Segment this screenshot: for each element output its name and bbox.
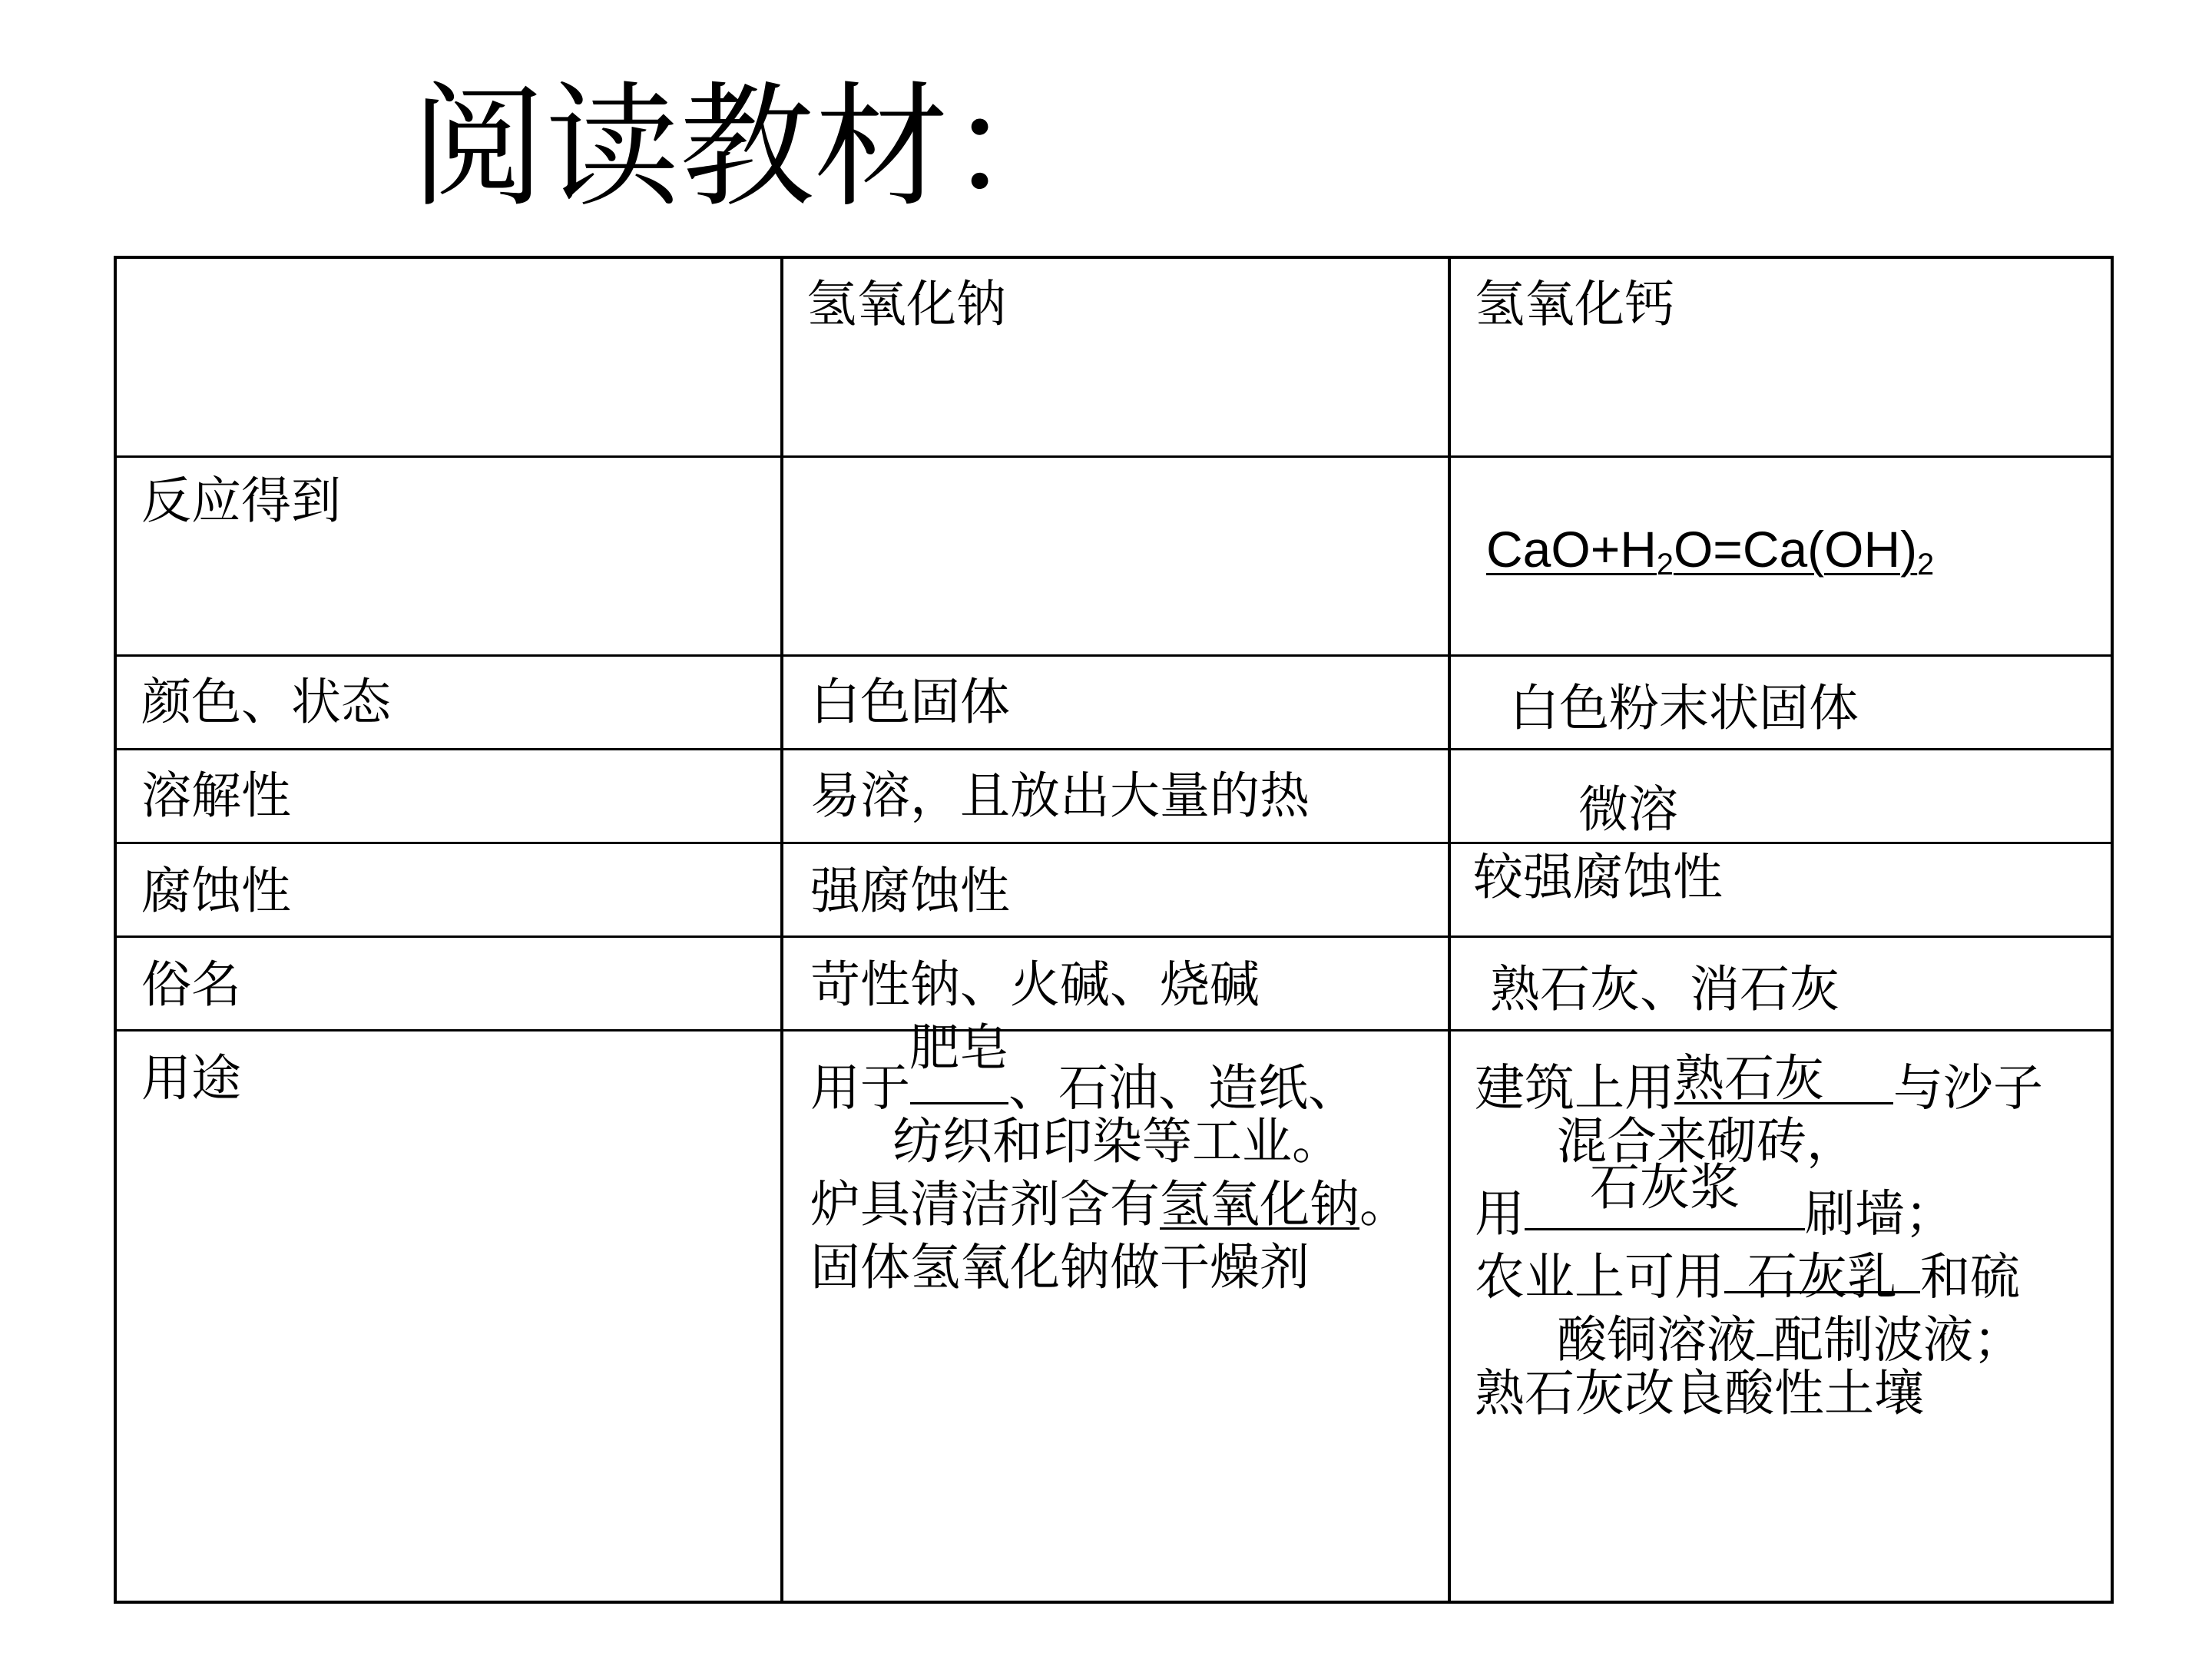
caoh2-solubility: 微溶 [1578, 781, 1679, 839]
row-divider [117, 654, 2111, 657]
answer-blank [1724, 1239, 1920, 1306]
formula-subscript: 2 [1917, 547, 1935, 581]
naoh-solubility: 易溶，且放出大量的热 [810, 767, 1310, 825]
row-divider [117, 935, 2111, 938]
formula-part: CaO+H [1486, 521, 1657, 578]
text: 用 [1475, 1185, 1525, 1243]
row-label-corrosiveness: 腐蚀性 [141, 863, 292, 920]
formula-subscript: 2 [1656, 547, 1674, 581]
answer-blank [1674, 1050, 1893, 1108]
text: 农业上可用 [1475, 1248, 1725, 1306]
header-caoh2: 氢氧化钙 [1475, 276, 1675, 333]
text: 建筑上用 [1475, 1059, 1675, 1118]
answer-blank [909, 1019, 1010, 1104]
row-label-color-state: 颜色、状态 [141, 674, 392, 731]
naoh-color-state: 白色固体 [810, 674, 1011, 731]
row-label-uses: 用途 [141, 1050, 242, 1108]
column-divider [780, 259, 783, 1601]
row-divider [117, 748, 2111, 750]
text: 和硫 [1920, 1248, 2021, 1306]
page-title: 阅读教材： [411, 70, 1083, 226]
caoh2-uses-line4 [1475, 1239, 2020, 1307]
text: 、石油、造纸、 [1008, 1059, 1359, 1118]
naoh-uses-line1 [810, 1019, 1359, 1118]
row-label-solubility: 溶解性 [141, 767, 292, 825]
text: 酸铜溶液 [1557, 1311, 1757, 1369]
naoh-common-names: 苛性钠、火碱、烧碱 [810, 956, 1260, 1014]
caoh2-uses-line3 [1475, 1159, 1955, 1244]
text: 炉具清洁剂含有 [810, 1176, 1161, 1233]
caoh2-common-names: 熟石灰、消石灰 [1490, 961, 1840, 1018]
naoh-uses-line3 [810, 1176, 1409, 1235]
text: 。 [1359, 1176, 1410, 1233]
filled-answer: 熟石灰 [1674, 1050, 1825, 1108]
header-naoh: 氢氧化钠 [806, 276, 1007, 333]
row-label-common-names: 俗名 [141, 956, 242, 1014]
text: 与沙子 [1893, 1059, 2044, 1118]
caoh2-uses-line2: 混合来砌砖， [1557, 1113, 1857, 1171]
answer-blank [1757, 1302, 1773, 1356]
answer-blank [1525, 1159, 1805, 1230]
text: 刷墙； [1805, 1185, 1955, 1243]
text: 配制波液； [1773, 1311, 2024, 1369]
naoh-uses-line2: 纺织和印染等工业。 [892, 1113, 1343, 1171]
caoh2-uses-line1 [1475, 1050, 2043, 1118]
caoh2-corrosiveness: 较强腐蚀性 [1473, 849, 1724, 906]
underlined-text: 氢氧化钠 [1160, 1176, 1360, 1233]
caoh2-uses-line5 [1557, 1302, 2023, 1370]
row-divider [117, 455, 2111, 458]
filled-answer: 肥皂 [909, 1019, 1010, 1077]
text: 用于 [810, 1059, 911, 1118]
naoh-uses-line4: 固体氢氧化钠做干燥剂 [810, 1239, 1310, 1296]
caoh2-reaction-formula [1486, 520, 1934, 583]
row-divider [117, 842, 2111, 844]
filled-answer: 石灰乳 [1747, 1248, 1898, 1306]
comparison-table [114, 256, 2114, 1604]
naoh-corrosiveness: 强腐蚀性 [810, 863, 1011, 920]
row-divider [117, 1029, 2111, 1031]
caoh2-color-state: 白色粉末状固体 [1509, 680, 1859, 737]
column-divider [1448, 259, 1451, 1601]
caoh2-uses-line6: 熟石灰改良酸性土壤 [1475, 1365, 1925, 1422]
row-label-reaction: 反应得到 [141, 472, 342, 530]
filled-answer: 石灰浆 [1590, 1159, 1740, 1217]
formula-part: O=Ca(OH) [1673, 521, 1918, 578]
